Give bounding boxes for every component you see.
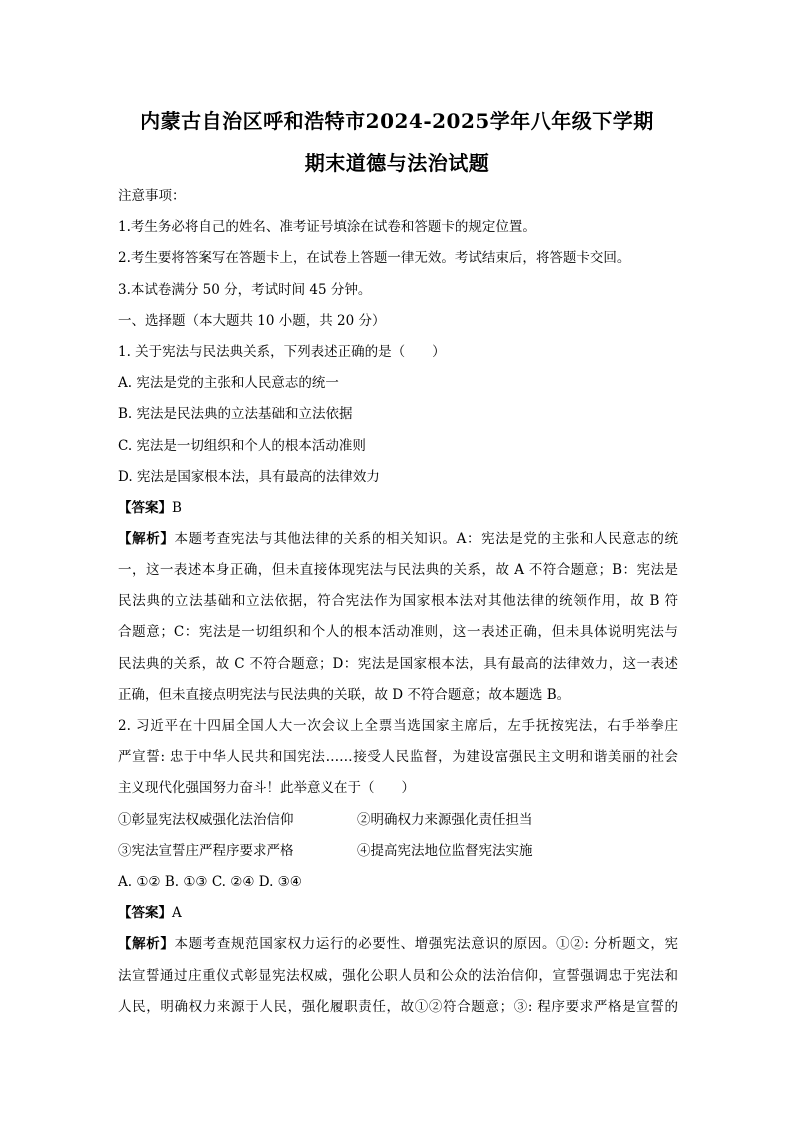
question-2-stem-line-2: 严宣誓: 忠于中华人民共和国宪法……接受人民监督，为建设富强民主文明和谐美丽的社会 [118, 749, 678, 765]
question-1-option-b: B. 宪法是民法典的立法基础和立法依据 [118, 406, 353, 422]
question-2-stem-line-3: 主义现代化强国努力奋斗！此举意义在于（ ） [118, 780, 415, 796]
question-2-statement-2: ②明确权力来源强化责任担当 [357, 812, 533, 828]
question-1-analysis-line-6: 正确，但未直接点明宪法与民法典的关联，故 D 不符合题意；故本题选 B。 [118, 687, 571, 703]
question-2-statement-1: ①彰显宪法权威强化法治信仰 [118, 812, 294, 828]
document-title-line1: 内蒙古自治区呼和浩特市2024-2025学年八年级下学期 [140, 109, 654, 133]
question-1-option-c: C. 宪法是一切组织和个人的根本活动准则 [118, 438, 366, 454]
analysis-text: 本题考查规范国家权力运行的必要性、增强宪法意识的原因。①②: 分析题文，宪 [174, 936, 678, 952]
question-2-options: A. ①② B. ①③ C. ②④ D. ③④ [118, 874, 302, 890]
analysis-label: 【解析】 [118, 531, 175, 547]
question-1-stem: 1. 关于宪法与民法典关系，下列表述正确的是（ ） [118, 344, 446, 360]
question-1-analysis-line-4: 合题意；C：宪法是一切组织和个人的根本活动准则，这一表述正确，但未具体说明宪法与 [118, 624, 678, 640]
question-2-analysis-line-1 [118, 934, 678, 954]
answer-value: B [172, 500, 182, 516]
question-1-analysis-line-1 [118, 529, 678, 549]
question-1-option-d: D. 宪法是国家根本法，具有最高的法律效力 [118, 469, 380, 485]
question-2-statement-4: ④提高宪法地位监督宪法实施 [357, 843, 533, 859]
document-title-line2: 期末道德与法治试题 [304, 151, 490, 175]
question-2-stem-line-1: 2. 习近平在十四届全国人大一次会议上全票当选国家主席后，左手抚按宪法，右手举拳庄 [118, 718, 678, 734]
question-2-analysis-line-2: 法宣誓通过庄重仪式彰显宪法权威，强化公职人员和公众的法治信仰，宣誓强调忠于宪法和 [118, 968, 678, 984]
question-1-analysis-line-3: 民法典的立法基础和立法依据，符合宪法作为国家根本法对其他法律的统领作用，故 B 符 [118, 593, 678, 609]
notes-item-1: 1.考生务必将自己的姓名、准考证号填涂在试卷和答题卡的规定位置。 [118, 219, 536, 235]
question-1-answer [118, 498, 182, 518]
analysis-label: 【解析】 [118, 936, 175, 952]
question-1-analysis-line-5: 民法典的关系，故 C 不符合题意；D：宪法是国家根本法，具有最高的法律效力，这一表述 [118, 656, 678, 672]
question-2-analysis-line-3: 人民，明确权力来源于人民，强化履职责任，故①②符合题意；③: 程序要求严格是宣誓的 [118, 999, 678, 1015]
answer-value: A [172, 905, 182, 921]
notes-heading: 注意事项： [118, 188, 186, 204]
question-2-statement-3: ③宪法宣誓庄严程序要求严格 [118, 843, 294, 859]
analysis-text: 本题考查宪法与其他法律的关系的相关知识。A：宪法是党的主张和人民意志的统 [174, 531, 678, 547]
section-heading: 一、选择题（本大题共 10 小题，共 20 分） [118, 313, 386, 329]
answer-label: 【答案】 [118, 905, 172, 921]
notes-item-3: 3.本试卷满分 50 分，考试时间 45 分钟。 [118, 282, 372, 298]
answer-label: 【答案】 [118, 500, 172, 516]
notes-item-2: 2.考生要将答案写在答题卡上，在试卷上答题一律无效。考试结束后，将答题卡交回。 [118, 250, 631, 266]
question-2-answer [118, 903, 182, 923]
question-1-analysis-line-2: 一，这一表述本身正确，但未直接体现宪法与民法典的关系，故 A 不符合题意；B：宪法是 [118, 562, 678, 578]
question-1-option-a: A. 宪法是党的主张和人民意志的统一 [118, 375, 339, 391]
